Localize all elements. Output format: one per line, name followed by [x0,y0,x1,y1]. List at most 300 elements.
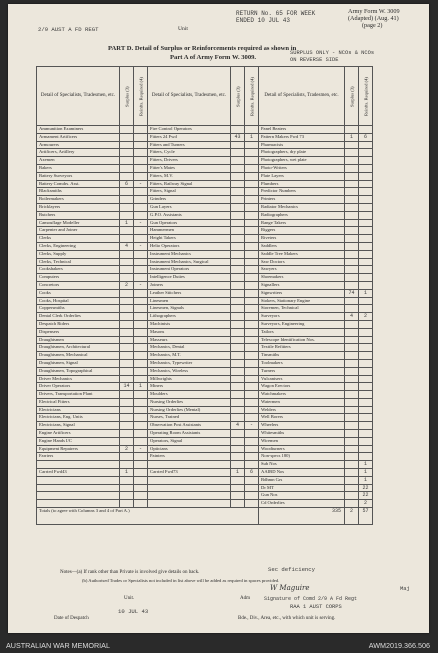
cell-reinf [134,437,148,445]
cell-empty [134,484,148,492]
cell-surplus [345,281,359,289]
cell-label: Fitters, Drivers [148,157,231,165]
cell-surplus [345,469,359,477]
cell-label: Dispensers [37,328,120,336]
cell-reinf [134,375,148,383]
cell-label [148,461,231,469]
cell-reinf [359,414,373,422]
cell-reinf [245,203,259,211]
cell-reinf [359,352,373,360]
sig-role: Signature of Comd 2/9 A Fd Regt [264,596,358,602]
cell-label: Radiator Mechanics [259,203,345,211]
cell-surplus [120,289,134,297]
cell-reinf [134,227,148,235]
cell-surplus [120,126,134,134]
cell-surplus [120,313,134,321]
cell-label: Signwriters [259,289,345,297]
cell-label: Mechanics, Typewriter [148,359,231,367]
table-row [37,281,373,289]
cell-reinf [245,126,259,134]
cell-label: Fitters 24 Fwd [148,133,231,141]
cell-label: Clerks, Technical [37,258,120,266]
cell-surplus [120,398,134,406]
cell-label: Riveters [259,235,345,243]
cell-reinf [245,391,259,399]
sig-unit: RAA 1 AUST CORPS [290,604,342,610]
cell-reinf [134,328,148,336]
cell-surplus [345,211,359,219]
cell-label: Electricians, Eng. Units [37,414,120,422]
cell-surplus [120,336,134,344]
cell-surplus [345,391,359,399]
cell-reinf [359,242,373,250]
cell-surplus [231,203,245,211]
cell-surplus [231,375,245,383]
totals-row [37,508,373,525]
cell-label: Draughtsmen [37,336,120,344]
cell-label: Cd Orderlies [259,500,345,508]
cell-label: Mechanics, Dental [148,344,231,352]
cell-surplus [120,328,134,336]
cell-label: Photo-Writers [259,164,345,172]
table-row [37,344,373,352]
return-week: ENDED 10 JUL 43 [236,17,291,24]
caption-id: AWM2019.366.506 [368,641,430,650]
table-row [37,149,373,157]
cell-empty [37,484,120,492]
cell-label: Welders [259,406,345,414]
cell-label: Carried Fwd43 [37,469,120,477]
cell-label: Textile Refitters [259,344,345,352]
table-row [37,453,373,461]
cell-reinf [359,422,373,430]
cell-label: Pharmacists [259,141,345,149]
surplus-header: Surplus (3) [120,67,134,126]
part-title-2: Part A of Army Form W. 3009. [170,54,257,61]
cell-reinf [134,250,148,258]
cell-reinf [245,352,259,360]
cell-label: Storemen, Technical [259,305,345,313]
cell-surplus [120,375,134,383]
surplus-header: Surplus (3) [231,67,245,126]
notes-b: (b) Authorised Trades or Specialists not included in list above will be added as required in spaces provided. [82,578,280,583]
cell-label [37,461,120,469]
cell-reinf [134,172,148,180]
cell-empty [148,500,231,508]
cell-label: Fitters, Cycle [148,149,231,157]
cell-label: Mechanics, M.T. [148,352,231,360]
table-row [37,484,373,492]
table-row [37,359,373,367]
cell-surplus [345,196,359,204]
cell-surplus [231,445,245,453]
cell-empty [120,484,134,492]
col-header: Detail of Specialists, Tradesmen, etc. [37,67,120,126]
cell-label: Saddle Tree Makers [259,250,345,258]
cell-surplus [345,305,359,313]
cell-surplus [345,476,359,484]
cell-reinf [134,359,148,367]
cell-label: Drivers, Transportation Plant [37,391,120,399]
cell-surplus [231,196,245,204]
cell-label: Photographers, wet plate [259,157,345,165]
cell-label: Gun Layers [148,203,231,211]
cell-surplus [345,172,359,180]
cell-reinf [359,274,373,282]
cell-reinf [134,406,148,414]
date-label: Date of Despatch [54,616,89,621]
cell-surplus [231,320,245,328]
table-row [37,352,373,360]
cell-surplus [345,383,359,391]
cell-label: Ammunition Examiners [37,126,120,134]
cell-surplus [120,391,134,399]
cell-label: Electrical Fitters [37,398,120,406]
cell-surplus [345,398,359,406]
cell-surplus [345,492,359,500]
archive-caption [0,638,438,653]
typed-stamp: Sec deficiency [268,566,315,573]
cell-reinf: - [134,445,148,453]
cell-reinf [134,289,148,297]
cell-label: Hammermen [148,227,231,235]
cell-surplus [345,219,359,227]
cell-reinf [245,305,259,313]
cell-reinf [359,320,373,328]
cell-label: Engine Hands I/C [37,437,120,445]
cell-surplus [120,196,134,204]
cell-label: Gun Operators [148,219,231,227]
cell-label: Carried Fwd73 [148,469,231,477]
table-row [37,328,373,336]
cell-reinf [245,157,259,165]
cell-label: Painters [148,453,231,461]
cell-reinf [134,203,148,211]
cell-label: Whitesmiths [259,430,345,438]
cell-surplus [120,359,134,367]
cell-label: Driver Operators [37,383,120,391]
table-row [37,398,373,406]
cell-surplus [345,126,359,134]
cell-label: Boilermakers [37,196,120,204]
cell-reinf [245,281,259,289]
table-row [37,188,373,196]
cell-label: Cooks [37,289,120,297]
cell-reinf [245,274,259,282]
cell-label: Plumbers [259,180,345,188]
cell-reinf [359,266,373,274]
table-row [37,422,373,430]
table-row [37,461,373,469]
total-extra: 57 [359,508,373,525]
cell-reinf [134,391,148,399]
cell-label: Blacksmiths [37,188,120,196]
cell-reinf [359,437,373,445]
cell-empty [134,492,148,500]
cell-label: Fire Control Operators [148,126,231,134]
cell-reinf [245,336,259,344]
cell-reinf [245,250,259,258]
cell-surplus [345,336,359,344]
cell-reinf [245,461,259,469]
cell-reinf [134,149,148,157]
total-reinf: 2 [345,508,359,525]
cell-surplus [120,367,134,375]
cell-label: Bdhmn Grs [259,476,345,484]
part-title: PART D. Detail of Surplus or Reinforcements required as shown in [108,45,297,52]
cell-surplus [231,414,245,422]
cell-reinf [359,196,373,204]
cell-reinf [134,305,148,313]
cell-surplus [345,422,359,430]
table-row [37,406,373,414]
reinf-header: Reinfts. Required (4) [134,67,148,126]
unit-label: Unit [178,26,188,32]
cell-label: Stokers, Stationary Engine [259,297,345,305]
cell-reinf [245,219,259,227]
cell-surplus [345,320,359,328]
cell-surplus [120,149,134,157]
cell-surplus [345,297,359,305]
table-row [37,469,373,477]
cell-reinf [245,266,259,274]
cell-label: Linesmen, Signals [148,305,231,313]
table-row [37,211,373,219]
table-row [37,305,373,313]
cell-surplus: 14 [120,383,134,391]
cell-surplus [120,414,134,422]
table-row [37,375,373,383]
cell-reinf [359,359,373,367]
cell-empty [134,476,148,484]
table-row [37,391,373,399]
cell-surplus: 74 [345,289,359,297]
cell-reinf [134,211,148,219]
cell-surplus [345,242,359,250]
table-row [37,313,373,321]
cell-label: Wheelers [259,422,345,430]
cell-surplus [231,406,245,414]
table-row [37,383,373,391]
cell-label: Axemen [37,157,120,165]
table-row [37,227,373,235]
cell-reinf [359,203,373,211]
cell-reinf [245,188,259,196]
cell-surplus [120,422,134,430]
form-id-line: Army Form W. 3009 [348,8,400,15]
reinf-header: Reinfts. Required (4) [359,67,373,126]
cell-label: Pattern Makers Fwd 73 [259,133,345,141]
maj-label: Maj [400,586,410,592]
cell-reinf [134,352,148,360]
cell-surplus [120,211,134,219]
reinf-header: Reinfts. Required (4) [245,67,259,126]
cell-reinf: - [134,180,148,188]
cell-surplus: 1 [120,469,134,477]
cell-surplus [231,188,245,196]
cell-surplus [120,258,134,266]
table-row [37,180,373,188]
cell-reinf: - [134,281,148,289]
cell-surplus [120,188,134,196]
cell-reinf [245,328,259,336]
cell-surplus [345,367,359,375]
cell-surplus [231,164,245,172]
cell-label: Tinsmiths [259,352,345,360]
cell-label: Instrument Operators [148,266,231,274]
cell-surplus [231,219,245,227]
cell-label: Instrument Mechanics, Surgical [148,258,231,266]
cell-reinf [245,430,259,438]
cell-reinf [359,180,373,188]
cell-surplus [345,437,359,445]
cell-label: Vulcanisers [259,375,345,383]
cell-surplus [345,328,359,336]
cell-reinf [245,141,259,149]
cell-surplus [345,445,359,453]
cell-surplus [120,227,134,235]
despatch-date: 10 JUL 43 [118,608,149,615]
cell-label: Linesmen [148,297,231,305]
cell-reinf [359,328,373,336]
cell-reinf [245,172,259,180]
cell-label: Masons [148,328,231,336]
cell-reinf: - [134,242,148,250]
table-row [37,437,373,445]
cell-reinf [134,469,148,477]
cell-label: Wiremen [259,437,345,445]
cell-reinf [359,375,373,383]
cell-label: Equipment Repairers [37,445,120,453]
cell-surplus: 43 [231,133,245,141]
table-row [37,133,373,141]
table-row [37,274,373,282]
cell-surplus [345,359,359,367]
table-row [37,320,373,328]
cell-label: Nurses, Trained [148,414,231,422]
cell-reinf [359,250,373,258]
cell-reinf [134,266,148,274]
cell-surplus [120,297,134,305]
cell-surplus [231,352,245,360]
table-row [37,164,373,172]
cell-surplus [231,274,245,282]
cell-label: Watermen [259,398,345,406]
cell-surplus [231,157,245,165]
cell-label: Fitters, Signal [148,188,231,196]
cell-label: Machinists [148,320,231,328]
cell-reinf [134,188,148,196]
cell-reinf [134,164,148,172]
cell-reinf [359,453,373,461]
cell-empty [37,476,120,484]
cell-surplus [120,344,134,352]
cell-reinf [245,196,259,204]
cell-surplus [231,305,245,313]
cell-surplus [231,461,245,469]
cell-label: Turners [259,367,345,375]
cell-surplus [231,211,245,219]
cell-reinf [134,274,148,282]
cell-label: Lithographers [148,313,231,321]
cell-surplus: 2 [120,445,134,453]
cell-label: Millwrights [148,375,231,383]
cell-label: Nursing Orderlies (Mental) [148,406,231,414]
cell-surplus: 6 [120,180,134,188]
cell-reinf [359,406,373,414]
cell-surplus [345,258,359,266]
cell-surplus: 1 [120,219,134,227]
cell-surplus [231,328,245,336]
cell-surplus [345,266,359,274]
cell-surplus [231,336,245,344]
cell-surplus [231,235,245,243]
cell-empty [245,492,259,500]
surplus-header: Surplus (3) [345,67,359,126]
unit-value: 2/9 AUST A FD REGT [38,26,99,33]
cell-reinf [134,133,148,141]
cell-surplus [345,484,359,492]
cell-reinf [134,414,148,422]
cell-surplus [345,453,359,461]
cell-label: Riggers [259,227,345,235]
cell-surplus [231,172,245,180]
cell-surplus: 4 [120,242,134,250]
cell-reinf: 1 [359,461,373,469]
cell-label: Cookshakers [37,266,120,274]
cell-surplus [345,500,359,508]
cell-reinf: 22 [359,484,373,492]
cell-label: Sub Nos [259,461,345,469]
cell-reinf [245,359,259,367]
cell-label: Opticians [148,445,231,453]
cell-label: Miners [148,383,231,391]
cell-surplus [345,203,359,211]
cell-label: AAIBD Nos [259,469,345,477]
cell-label: Dental Clerk Orderlies [37,313,120,321]
table-row [37,157,373,165]
cell-surplus [231,180,245,188]
cell-empty [37,500,120,508]
cell-reinf: 2 [359,500,373,508]
cell-reinf: 1 [359,289,373,297]
cell-reinf [359,188,373,196]
cell-label: Bricklayers [37,203,120,211]
form-sheet [8,4,429,633]
table-row [37,430,373,438]
table-row [37,258,373,266]
cell-label: Telescope Identification Nos. [259,336,345,344]
cell-label: Mechanics, Wireless [148,367,231,375]
cell-label: Height Takers [148,235,231,243]
cell-reinf [245,375,259,383]
cell-label: Radiographers [259,211,345,219]
form-id [348,8,400,29]
cell-surplus [231,344,245,352]
cell-empty [231,484,245,492]
cell-empty [120,492,134,500]
cell-label: Coppersmiths [37,305,120,313]
cell-surplus [120,406,134,414]
cell-reinf [245,242,259,250]
total-surplus: 335 [331,508,341,515]
cell-label: Bakers [37,164,120,172]
cell-label: Draughtsmen, Mechanical [37,352,120,360]
cell-reinf [245,398,259,406]
cell-label: Fitters, M.V. [148,172,231,180]
cell-surplus [231,453,245,461]
cell-label: Computers [37,274,120,282]
